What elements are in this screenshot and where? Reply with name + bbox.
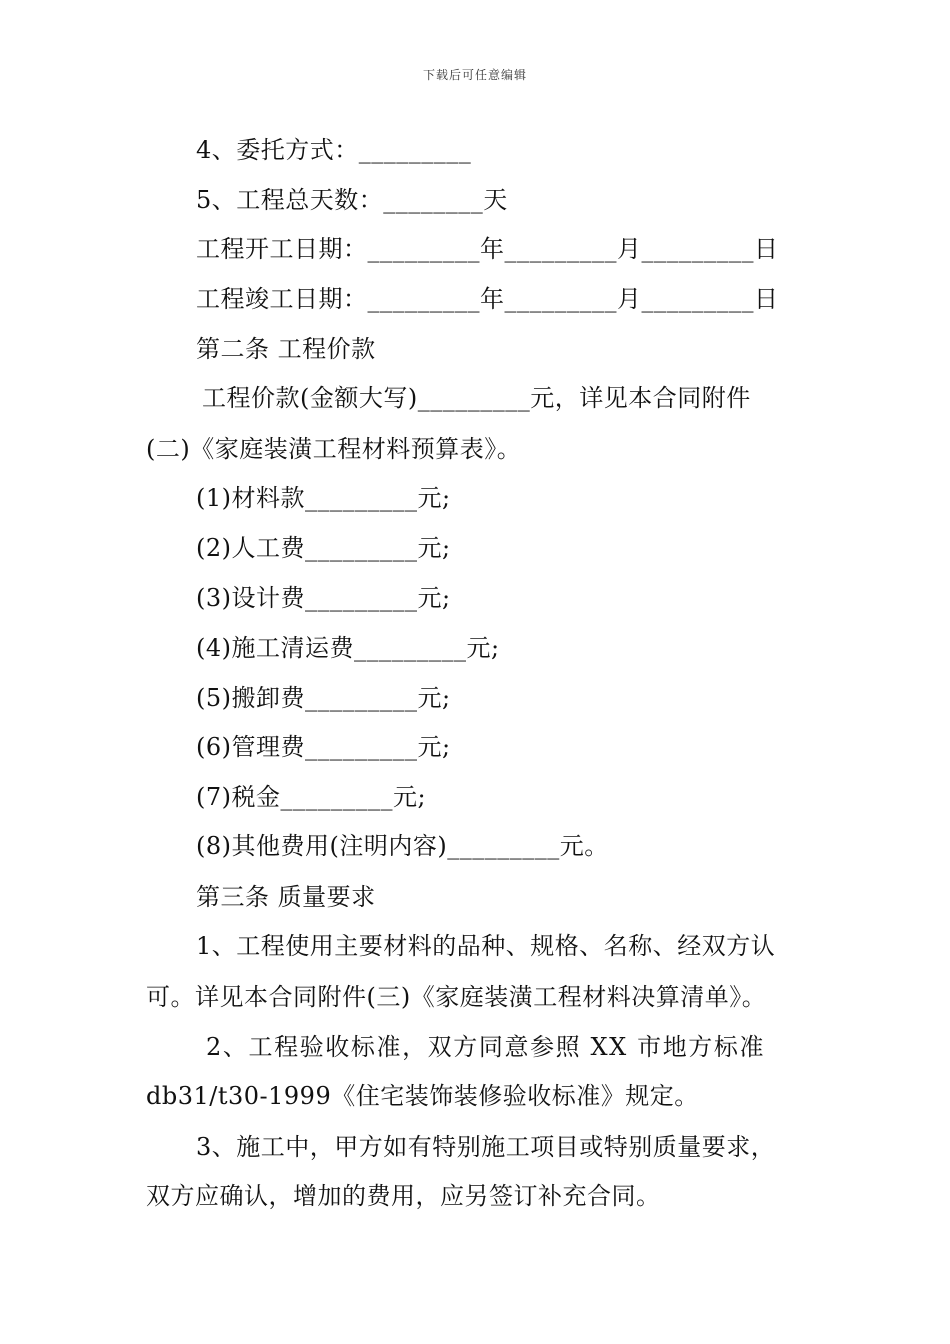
quality-item-2-line-1: 2、工程验收标准，双方同意参照 XX 市地方标准 <box>206 1033 766 1061</box>
quality-item-3-line-2: 双方应确认，增加的费用，应另签订补充合同。 <box>146 1182 661 1210</box>
project-price-line-1: 工程价款(金额大写)_________元，详见本合同附件 <box>202 384 751 412</box>
clause-completion-date: 工程竣工日期：_________年_________月_________日 <box>196 285 779 313</box>
header-note: 下载后可任意编辑 <box>422 68 527 82</box>
clause-commission-method: 4、委托方式：_________ <box>196 136 472 164</box>
fee-item-handling: (5)搬卸费_________元; <box>196 684 451 712</box>
quality-item-1-line-1: 1、工程使用主要材料的品种、规格、名称、经双方认 <box>196 932 776 960</box>
article-3-heading: 第三条 质量要求 <box>196 883 376 911</box>
fee-item-management: (6)管理费_________元; <box>196 733 451 761</box>
article-2-heading: 第二条 工程价款 <box>196 335 376 363</box>
quality-item-2-line-2: db31/t30-1999《住宅装饰装修验收标准》规定。 <box>146 1082 699 1110</box>
quality-item-3-line-1: 3、施工中，甲方如有特别施工项目或特别质量要求， <box>196 1133 776 1161</box>
clause-start-date: 工程开工日期：_________年_________月_________日 <box>196 235 779 263</box>
fee-item-other: (8)其他费用(注明内容)_________元。 <box>196 832 609 860</box>
fee-item-cleanup: (4)施工清运费_________元; <box>196 634 500 662</box>
fee-item-labor: (2)人工费_________元; <box>196 534 451 562</box>
fee-item-materials: (1)材料款_________元; <box>196 484 451 512</box>
quality-item-1-line-2: 可。详见本合同附件(三)《家庭装潢工程材料决算清单》。 <box>146 983 767 1011</box>
project-price-line-2: (二)《家庭装潢工程材料预算表》。 <box>146 435 522 463</box>
fee-item-design: (3)设计费_________元; <box>196 584 451 612</box>
clause-total-days: 5、工程总天数：________天 <box>196 186 508 214</box>
fee-item-tax: (7)税金_________元; <box>196 783 427 811</box>
